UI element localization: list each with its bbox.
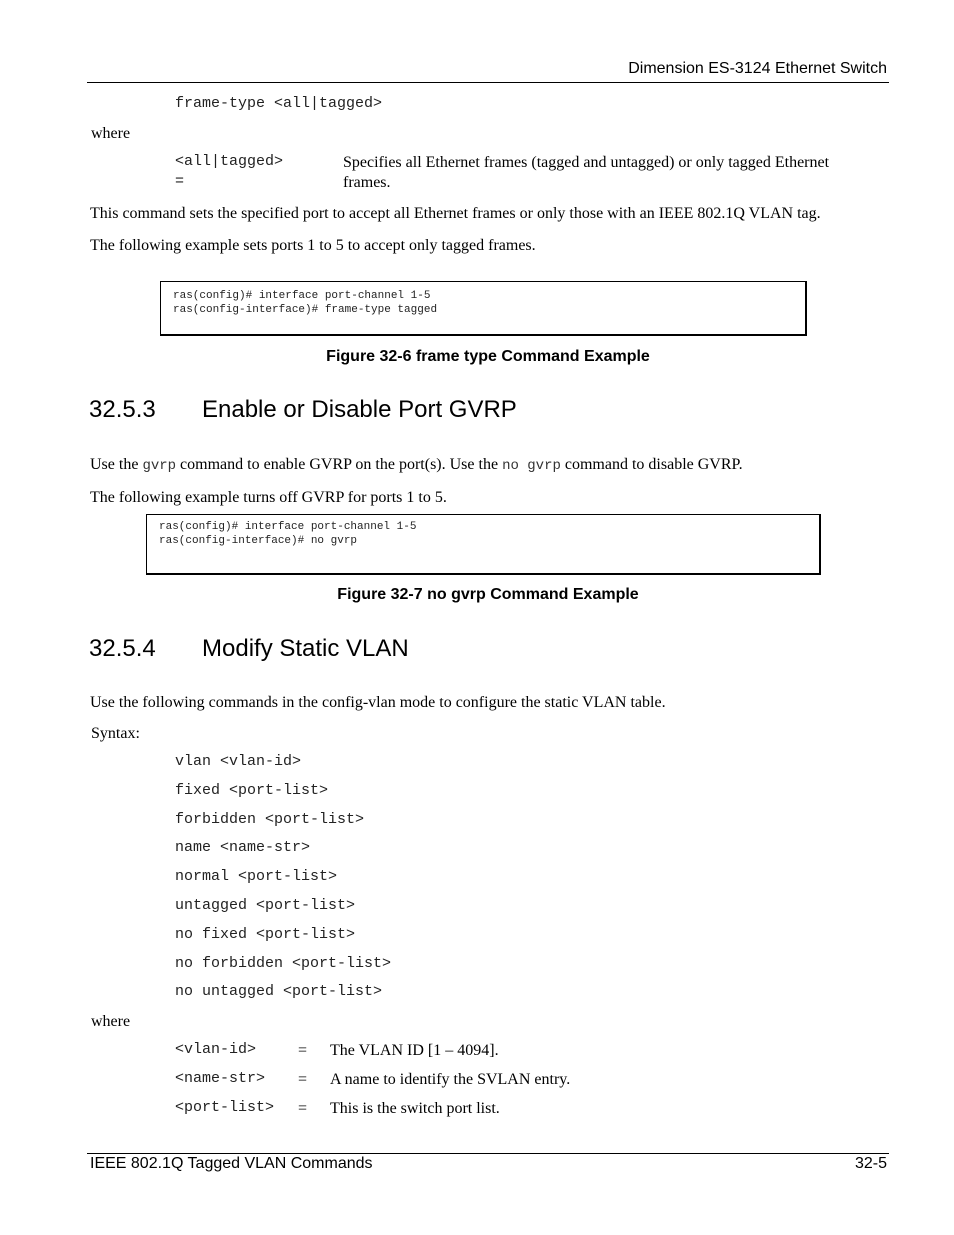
param-all-tagged-desc-1: Specifies all Ethernet frames (tagged and untagged) or only tagged Ethernet <box>343 154 830 171</box>
param-all-tagged: <all|tagged> <box>175 153 284 170</box>
param-port-list-desc: This is the switch port list. <box>330 1100 500 1117</box>
page-header-title: Dimension ES-3124 Ethernet Switch <box>628 60 887 77</box>
frame-type-example-intro: The following example sets ports 1 to 5 to accept only tagged frames. <box>90 237 536 254</box>
param-port-list: <port-list> <box>175 1099 275 1116</box>
param-vlan-id: <vlan-id> <box>175 1041 257 1058</box>
section-number-32-5-4: 32.5.4 <box>89 635 156 662</box>
param-name-str: <name-str> <box>175 1070 266 1087</box>
param-vlan-id-desc: The VLAN ID [1 – 4094]. <box>330 1042 499 1059</box>
syntax-label: Syntax: <box>91 725 140 742</box>
param-port-list-eq: = <box>298 1100 308 1117</box>
param-name-str-eq: = <box>298 1071 308 1088</box>
gvrp-example-intro: The following example turns off GVRP for ports 1 to 5. <box>90 489 447 506</box>
frame-type-description: This command sets the specified port to accept all Ethernet frames or only those with an IEEE 802.1Q VLAN tag. <box>90 205 821 222</box>
param-all-tagged-eq: = <box>175 173 185 190</box>
figure-caption-32-7: Figure 32-7 no gvrp Command Example <box>337 586 639 603</box>
footer-rule <box>87 1153 889 1154</box>
syntax-line-forbidden: forbidden <port-list> <box>175 811 365 828</box>
gvrp-code-example <box>146 514 821 575</box>
header-rule <box>87 82 889 83</box>
text-run: Use the <box>90 456 143 473</box>
syntax-line-fixed: fixed <port-list> <box>175 782 329 799</box>
page-number: 32-5 <box>854 1155 887 1172</box>
code-line: ras(config)# interface port-channel 1-5 <box>173 290 431 302</box>
syntax-line-name: name <name-str> <box>175 839 311 856</box>
param-vlan-id-eq: = <box>298 1042 308 1059</box>
where-label-1: where <box>91 125 131 142</box>
section-number-32-5-3: 32.5.3 <box>89 396 156 423</box>
syntax-line-vlan: vlan <vlan-id> <box>175 753 302 770</box>
inline-code-no-gvrp: no gvrp <box>502 458 561 474</box>
gvrp-description <box>90 455 743 476</box>
where-label-2: where <box>91 1013 131 1030</box>
inline-code-gvrp: gvrp <box>142 458 177 474</box>
param-all-tagged-desc-2: frames. <box>343 174 391 191</box>
code-line: ras(config-interface)# no gvrp <box>159 535 358 547</box>
page-footer-chapter: IEEE 802.1Q Tagged VLAN Commands <box>90 1155 373 1172</box>
code-line: ras(config-interface)# frame-type tagged <box>173 304 438 316</box>
syntax-line-no-fixed: no fixed <port-list> <box>175 926 356 943</box>
syntax-line-no-forbidden: no forbidden <port-list> <box>175 955 392 972</box>
section-title-gvrp: Enable or Disable Port GVRP <box>202 396 517 423</box>
frame-type-syntax: frame-type <all|tagged> <box>175 95 383 112</box>
text-run: command to enable GVRP on the port(s). Use the <box>176 456 503 473</box>
syntax-line-no-untagged: no untagged <port-list> <box>175 983 383 1000</box>
static-vlan-intro: Use the following commands in the config-vlan mode to configure the static VLAN table. <box>90 694 666 711</box>
figure-caption-32-6: Figure 32-6 frame type Command Example <box>326 348 650 365</box>
param-name-str-desc: A name to identify the SVLAN entry. <box>330 1071 571 1088</box>
text-run: command to disable GVRP. <box>560 456 743 473</box>
syntax-line-untagged: untagged <port-list> <box>175 897 356 914</box>
frame-type-code-example <box>160 281 807 336</box>
code-line: ras(config)# interface port-channel 1-5 <box>159 521 417 533</box>
syntax-line-normal: normal <port-list> <box>175 868 338 885</box>
section-title-static-vlan: Modify Static VLAN <box>202 635 409 662</box>
